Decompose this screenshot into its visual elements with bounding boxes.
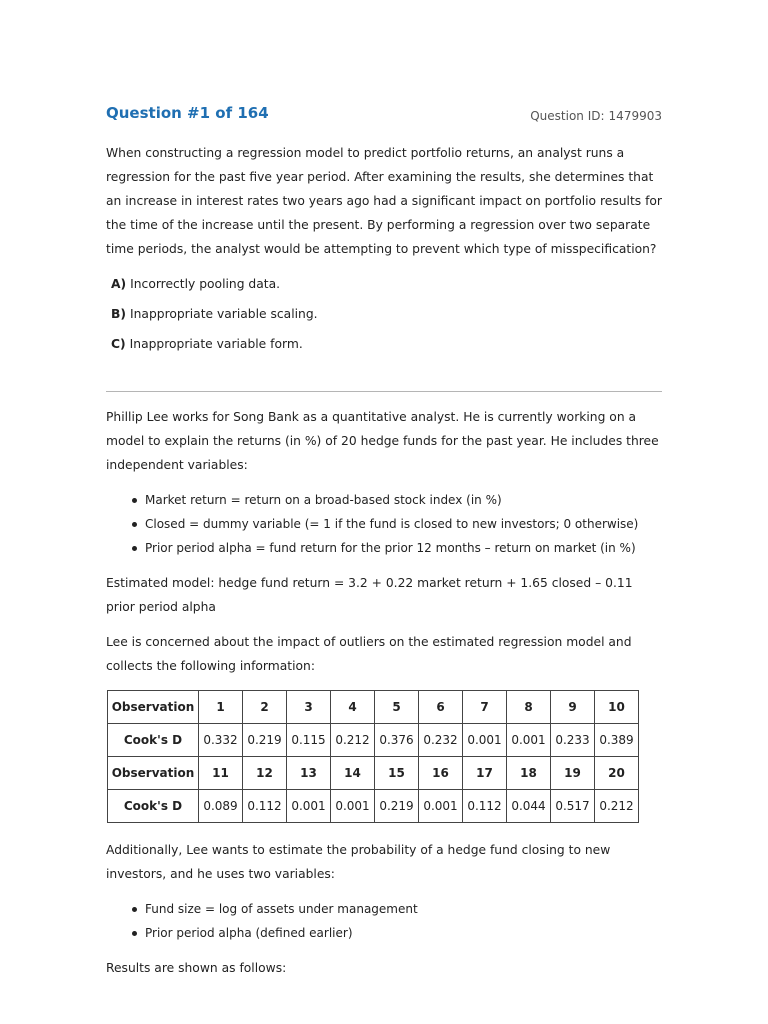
observation-cell: 5 xyxy=(375,691,419,724)
observation-cell: 7 xyxy=(463,691,507,724)
variable-item: Prior period alpha (defined earlier) xyxy=(106,921,662,945)
observation-cell: 14 xyxy=(331,757,375,790)
question-title: Question #1 of 164 xyxy=(106,104,269,122)
cooks-d-cell: 0.001 xyxy=(463,724,507,757)
table-row xyxy=(108,691,639,724)
observation-cell: 20 xyxy=(595,757,639,790)
cooks-d-cell: 0.219 xyxy=(375,790,419,823)
answer-text: Incorrectly pooling data. xyxy=(130,277,281,291)
answer-letter: B) xyxy=(111,307,126,321)
observation-cell: 17 xyxy=(463,757,507,790)
answer-text: Inappropriate variable scaling. xyxy=(130,307,318,321)
cooks-d-cell: 0.233 xyxy=(551,724,595,757)
cooks-d-cell: 0.212 xyxy=(595,790,639,823)
row-header: Observation xyxy=(108,691,199,724)
cooks-d-cell: 0.389 xyxy=(595,724,639,757)
observation-cell: 18 xyxy=(507,757,551,790)
cooks-d-cell: 0.332 xyxy=(199,724,243,757)
question-id-value: 1479903 xyxy=(608,109,662,123)
variable-item: Fund size = log of assets under management xyxy=(106,897,662,921)
outliers-intro: Lee is concerned about the impact of outliers on the estimated regression model and collects the following information: xyxy=(106,635,632,673)
cooks-d-cell: 0.001 xyxy=(507,724,551,757)
answer-option-c[interactable] xyxy=(111,332,318,362)
observation-cell: 15 xyxy=(375,757,419,790)
answer-text: Inappropriate variable form. xyxy=(129,337,303,351)
table-row xyxy=(108,724,639,757)
logit-intro: Additionally, Lee wants to estimate the probability of a hedge fund closing to new investors, and he uses two variables: xyxy=(106,843,611,881)
cooks-d-cell: 0.112 xyxy=(243,790,287,823)
cooks-d-cell: 0.001 xyxy=(331,790,375,823)
observation-cell: 13 xyxy=(287,757,331,790)
question-id xyxy=(526,109,662,123)
answer-option-a[interactable] xyxy=(111,272,318,302)
cooks-distance-table xyxy=(107,690,639,823)
section-divider xyxy=(106,391,662,392)
answer-letter: C) xyxy=(111,337,126,351)
cooks-d-cell: 0.232 xyxy=(419,724,463,757)
row-header: Cook's D xyxy=(108,790,199,823)
question-id-label: Question ID: xyxy=(530,109,605,123)
answer-list xyxy=(111,272,318,362)
observation-cell: 12 xyxy=(243,757,287,790)
observation-cell: 11 xyxy=(199,757,243,790)
answer-letter: A) xyxy=(111,277,127,291)
observation-cell: 3 xyxy=(287,691,331,724)
cooks-d-cell: 0.001 xyxy=(419,790,463,823)
row-header: Cook's D xyxy=(108,724,199,757)
cooks-d-cell: 0.001 xyxy=(287,790,331,823)
cooks-d-cell: 0.044 xyxy=(507,790,551,823)
observation-cell: 10 xyxy=(595,691,639,724)
row-header: Observation xyxy=(108,757,199,790)
observation-cell: 4 xyxy=(331,691,375,724)
variable-item: Closed = dummy variable (= 1 if the fund is closed to new investors; 0 otherwise) xyxy=(106,512,662,536)
observation-cell: 19 xyxy=(551,757,595,790)
cooks-d-cell: 0.517 xyxy=(551,790,595,823)
cooks-d-cell: 0.089 xyxy=(199,790,243,823)
answer-option-b[interactable] xyxy=(111,302,318,332)
results-intro: Results are shown as follows: xyxy=(106,961,287,975)
logit-variable-list xyxy=(106,897,662,945)
table-row xyxy=(108,790,639,823)
question-stem: When constructing a regression model to predict portfolio returns, an analyst runs a regression for the past five year period. After examining the results, she determines that an increase in interest rates two years ago had a significant impact on portfolio results for the time of the increase until the present. By performing a regression over two separate time periods, the analyst would be attempting to prevent which type of misspecification? xyxy=(106,146,662,256)
variable-item: Prior period alpha = fund return for the prior 12 months – return on market (in %) xyxy=(106,536,662,560)
estimated-model: Estimated model: hedge fund return = 3.2 + 0.22 market return + 1.65 closed – 0.11 prior period alpha xyxy=(106,576,633,614)
table-row xyxy=(108,757,639,790)
observation-cell: 2 xyxy=(243,691,287,724)
cooks-d-cell: 0.376 xyxy=(375,724,419,757)
cooks-d-cell: 0.219 xyxy=(243,724,287,757)
observation-cell: 6 xyxy=(419,691,463,724)
cooks-d-cell: 0.212 xyxy=(331,724,375,757)
cooks-d-cell: 0.112 xyxy=(463,790,507,823)
question-header xyxy=(106,104,662,128)
cooks-d-cell: 0.115 xyxy=(287,724,331,757)
variable-item: Market return = return on a broad-based stock index (in %) xyxy=(106,488,662,512)
independent-variable-list xyxy=(106,488,662,560)
case-intro: Phillip Lee works for Song Bank as a quantitative analyst. He is currently working on a model to explain the returns (in %) of 20 hedge funds for the past year. He includes three independent variables: xyxy=(106,410,659,472)
observation-cell: 8 xyxy=(507,691,551,724)
observation-cell: 16 xyxy=(419,757,463,790)
observation-cell: 9 xyxy=(551,691,595,724)
observation-cell: 1 xyxy=(199,691,243,724)
